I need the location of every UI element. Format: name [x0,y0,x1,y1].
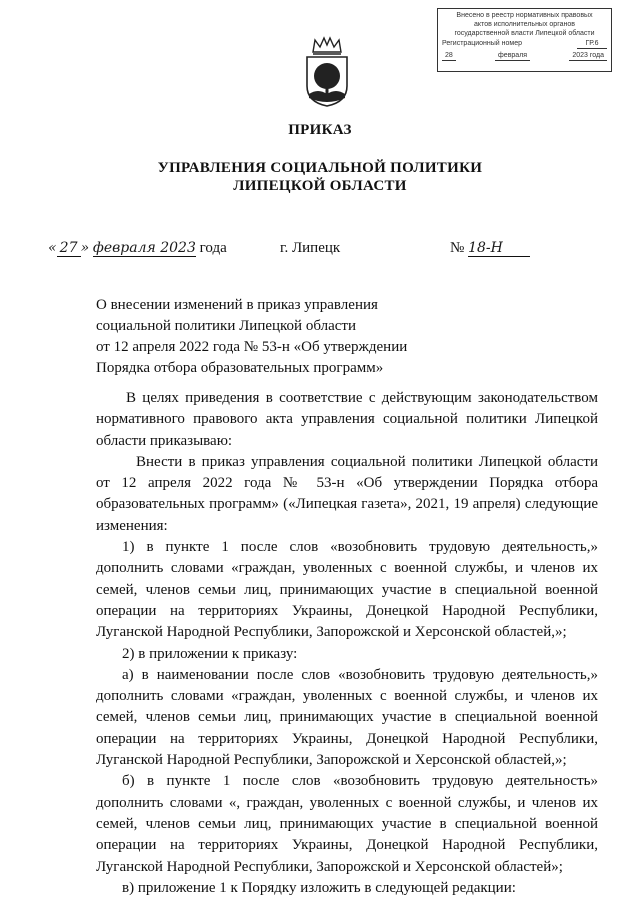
document-number [450,240,530,257]
document-subject [96,295,416,379]
date-close-quote: » [80,240,90,256]
document-city: г. Липецк [280,240,341,256]
registration-stamp [437,8,612,72]
date-open-quote: « [48,240,57,256]
subject-line-3: от 12 апреля 2022 года № 53-н «Об утверждении [96,339,408,355]
issuer-line-2: ЛИПЕЦКОЙ ОБЛАСТИ [233,178,407,194]
body-paragraph-order: Внести в приказ управления социальной политики Липецкой области от 12 апреля 2022 года № 53-н «Об утверждении Порядка отбора образовательных программ» («Липецкая газета», 2021, 19 апреля) следующие изменения: [96,453,598,534]
stamp-year: 2023 года [569,51,607,61]
coat-of-arms-emblem-icon [300,36,354,108]
number-sign: № [450,240,465,256]
issuer-line-1: УПРАВЛЕНИЯ СОЦИАЛЬНОЙ ПОЛИТИКИ [157,160,483,176]
body-paragraph-preamble: В целях приведения в соответствие с действующим законодательством нормативного правового акта управления социальной политики Липецкой области приказываю: [96,390,598,449]
date-month-year: февраля 2023 [92,240,196,256]
document-type-title: ПРИКАЗ [288,122,352,138]
stamp-month: февраля [495,51,530,61]
body-item-2c: в) приложение 1 к Порядку изложить в следующей редакции: [122,879,516,896]
stamp-line-3: государственной власти Липецкой области [454,30,595,37]
date-day: 27 [57,240,81,257]
stamp-day: 28 [442,51,456,61]
document-body [96,388,598,899]
body-item-2: 2) в приложении к приказу: [122,645,298,662]
stamp-line-1: Внесено в реестр нормативных правовых [456,12,593,19]
document-date [48,240,227,257]
subject-line-2: социальной политики Липецкой области [96,318,356,334]
stamp-date-row [442,51,607,61]
body-item-1: 1) в пункте 1 после слов «возобновить трудовую деятельность,» дополнить словами «граждан, уволенных с военной службы, и членов их семей, членов семьи лиц, принимающих участие в специальной военной операции на территориях Украины, Донецкой Народной Республики, Луганской Народной Республики, Запорожской и Херсонской областей,»; [96,539,598,641]
date-suffix: года [199,240,227,256]
body-item-2b: б) в пункте 1 после слов «возобновить трудовую деятельность» дополнить словами «, граждан, уволенных с военной службы, и членов их семей, членов семьи лиц, принимающих участие в специальной военной операции на территориях Украины, Донецкой Народной Республики, Луганской Народной Республики, Запорожской и Херсонской областей»; [96,773,598,875]
stamp-reg-number: ГР.6 [577,39,607,49]
subject-line-1: О внесении изменений в приказ управления [96,297,378,313]
stamp-line-2: актов исполнительных органов [474,21,575,28]
body-item-2a: а) в наименовании после слов «возобновить трудовую деятельность,» дополнить словами «граждан, уволенных с военной службы, и членов их семей, членов семьи лиц, принимающих участие в специальной военной операции на территориях Украины, Донецкой Народной Республики, Луганской Народной Республики, Запорожской и Херсонской областей,»; [96,666,598,769]
number-value: 18-Н [468,240,530,257]
stamp-reg-label: Регистрационный номер [442,40,522,47]
subject-line-4: Порядка отбора образовательных программ» [96,360,384,376]
stamp-registration-row [442,39,607,49]
